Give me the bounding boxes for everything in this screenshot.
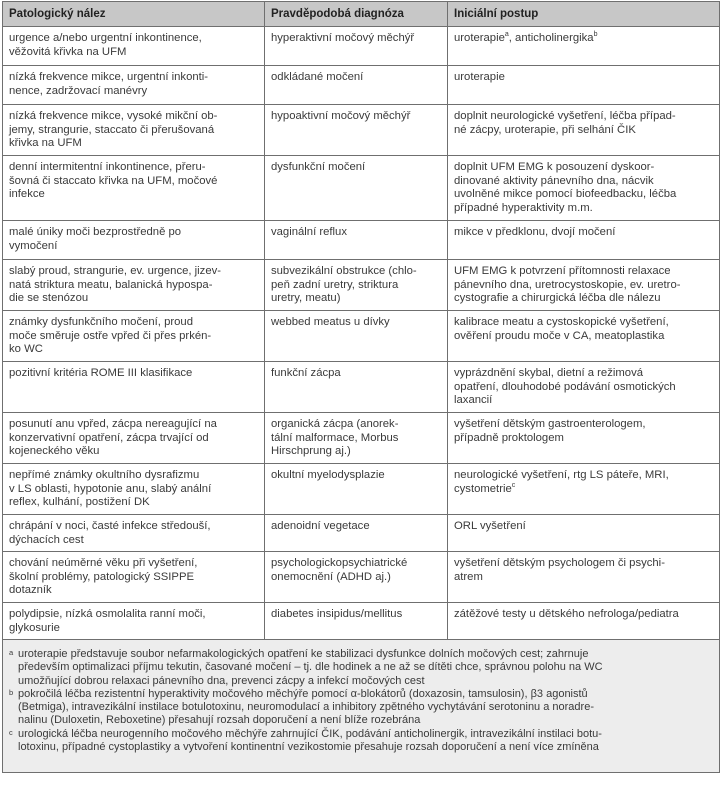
cell-diagnosis: vaginální reflux: [265, 221, 448, 260]
clinical-findings-table: [2, 1, 720, 773]
cell-diagnosis: hypoaktivní močový měchýř: [265, 105, 448, 156]
table-row: [3, 413, 720, 464]
cell-approach: [448, 464, 720, 515]
footnote-text: pokročilá léčba rezistentní hyperaktivity močového měchýře pomocí α-blokátorů (doxazosin, tamsulosin), β3 agonistů (Betmiga), intravezikální instilace botulotoxinu, neuromodulací a inhibitory zpětného vychytávání serotoninu a noradre- nalinu (Duloxetin, Reboxetine) přesahují rozsah doporučení a není blíže rozebrána: [18, 687, 594, 727]
cell-finding: malé úniky moči bezprostředně po vymočení: [3, 221, 265, 260]
table-row: [3, 221, 720, 260]
cell-diagnosis: psychologickopsychiatrické onemocnění (ADHD aj.): [265, 552, 448, 603]
footnote-text: uroterapie představuje soubor nefarmakologických opatření ke stabilizaci dysfunkce dolních močových cest; zahrnuje především optimalizaci příjmu tekutin, časované močení – tj. dle hodinek a ne až se dítěti chce, správnou polohu na WC umožňující dobrou relaxaci pánevního dna, prevenci zácpy a infekcí močových cest: [18, 648, 603, 687]
cell-approach: vyprázdnění skybal, dietní a režimová opatření, dlouhodobé podávání osmotických laxancií: [448, 362, 720, 413]
cell-diagnosis: adenoidní vegetace: [265, 515, 448, 552]
table-row: [3, 552, 720, 603]
table-row: [3, 311, 720, 362]
header-diagnosis: Pravděpodobá diagnóza: [265, 2, 448, 27]
cell-approach: kalibrace meatu a cystoskopické vyšetření, ověření proudu moče v CA, meatoplastika: [448, 311, 720, 362]
cell-approach: [448, 27, 720, 66]
cell-finding: posunutí anu vpřed, zácpa nereagující na konzervativní opatření, zácpa trvající od kojeneckého věku: [3, 413, 265, 464]
table-row: [3, 27, 720, 66]
footnote-mark: c: [9, 727, 13, 737]
cell-finding: urgence a/nebo urgentní inkontinence, věžovitá křivka na UFM: [3, 27, 265, 66]
cell-finding: nepřímé známky okultního dysrafizmu v LS oblasti, hypotonie anu, slabý anální reflex, kulhání, postižení DK: [3, 464, 265, 515]
cell-approach: doplnit UFM EMG k posouzení dyskoor- dinované aktivity pánevního dna, nácvik uvolněné mikce pomocí biofeedbacku, léčba případné hyperaktivity m.m.: [448, 156, 720, 221]
cell-diagnosis: dysfunkční močení: [265, 156, 448, 221]
cell-approach: vyšetření dětským gastroenterologem, případně proktologem: [448, 413, 720, 464]
cell-diagnosis: organická zácpa (anorek- tální malformace, Morbus Hirschprung aj.): [265, 413, 448, 464]
cell-diagnosis: funkční zácpa: [265, 362, 448, 413]
table-row: [3, 515, 720, 552]
cell-finding: slabý proud, strangurie, ev. urgence, jizev- natá striktura meatu, balanická hypospa- die se stenózou: [3, 260, 265, 311]
cell-diagnosis: subvezikální obstrukce (chlo- peň zadní uretry, striktura uretry, meatu): [265, 260, 448, 311]
table-row: [3, 105, 720, 156]
table-row: [3, 464, 720, 515]
footnotes-cell: [3, 640, 720, 773]
cell-diagnosis: hyperaktivní močový měchýř: [265, 27, 448, 66]
cell-finding: chrápání v noci, časté infekce středouší, dýchacích cest: [3, 515, 265, 552]
cell-approach: doplnit neurologické vyšetření, léčba případ- né zácpy, uroterapie, při selhání ČIK: [448, 105, 720, 156]
cell-finding: nízká frekvence mikce, urgentní inkonti- nence, zadržovací manévry: [3, 66, 265, 105]
cell-finding: denní intermitentní inkontinence, přeru- šovná či staccato křivka na UFM, močové infekce: [3, 156, 265, 221]
footnote-ref: b: [593, 31, 598, 39]
approach-text-cont: , anticholinergika: [508, 32, 594, 44]
approach-text: neurologické vyšetření, rtg LS páteře, MRI, cystometrie: [454, 469, 669, 495]
cell-approach: zátěžové testy u dětského nefrologa/pediatra: [448, 603, 720, 640]
table-row: [3, 362, 720, 413]
cell-diagnosis: odkládané močení: [265, 66, 448, 105]
cell-diagnosis: webbed meatus u dívky: [265, 311, 448, 362]
footnote-ref: c: [511, 481, 516, 489]
header-finding: Patologický nález: [3, 2, 265, 27]
cell-approach: UFM EMG k potvrzení přítomnosti relaxace pánevního dna, uretrocystoskopie, ev. uretro- cystografie a chirurgická léčba dle nálezu: [448, 260, 720, 311]
footnotes-row: [3, 640, 720, 773]
cell-finding: známky dysfunkčního močení, proud moče směruje ostře vpřed či přes prkén- ko WC: [3, 311, 265, 362]
footnote-mark: b: [9, 687, 14, 697]
cell-finding: chování neúměrné věku při vyšetření, školní problémy, patologický SSIPPE dotazník: [3, 552, 265, 603]
cell-approach: ORL vyšetření: [448, 515, 720, 552]
cell-approach: vyšetření dětským psychologem či psychi- atrem: [448, 552, 720, 603]
cell-finding: polydipsie, nízká osmolalita ranní moči, glykosurie: [3, 603, 265, 640]
cell-diagnosis: okultní myelodysplazie: [265, 464, 448, 515]
header-approach: Iniciální postup: [448, 2, 720, 27]
table-row: [3, 156, 720, 221]
table-header-row: [3, 2, 720, 27]
footnote-ref: a: [504, 31, 509, 39]
footnote-b: [9, 688, 713, 728]
cell-approach: uroterapie: [448, 66, 720, 105]
table-row: [3, 603, 720, 640]
footnote-a: [9, 648, 713, 688]
approach-text: uroterapie: [454, 32, 505, 44]
footnote-mark: a: [9, 648, 14, 657]
table-row: [3, 66, 720, 105]
cell-finding: pozitivní kritéria ROME III klasifikace: [3, 362, 265, 413]
table-row: [3, 260, 720, 311]
footnote-text: urologická léčba neurogenního močového měchýře zahrnující ČIK, podávání anticholinergik, intravezikální instilaci botu- lotoxinu, případné cystoplastiky a vytvoření kontinentní vezikostomie přesahuje rozsah doporučení a není více zmíněna: [18, 727, 602, 754]
footnote-c: [9, 728, 713, 755]
cell-finding: nízká frekvence mikce, vysoké mikční ob- jemy, strangurie, staccato či přerušovaná křivka na UFM: [3, 105, 265, 156]
cell-diagnosis: diabetes insipidus/mellitus: [265, 603, 448, 640]
cell-approach: mikce v předklonu, dvojí močení: [448, 221, 720, 260]
